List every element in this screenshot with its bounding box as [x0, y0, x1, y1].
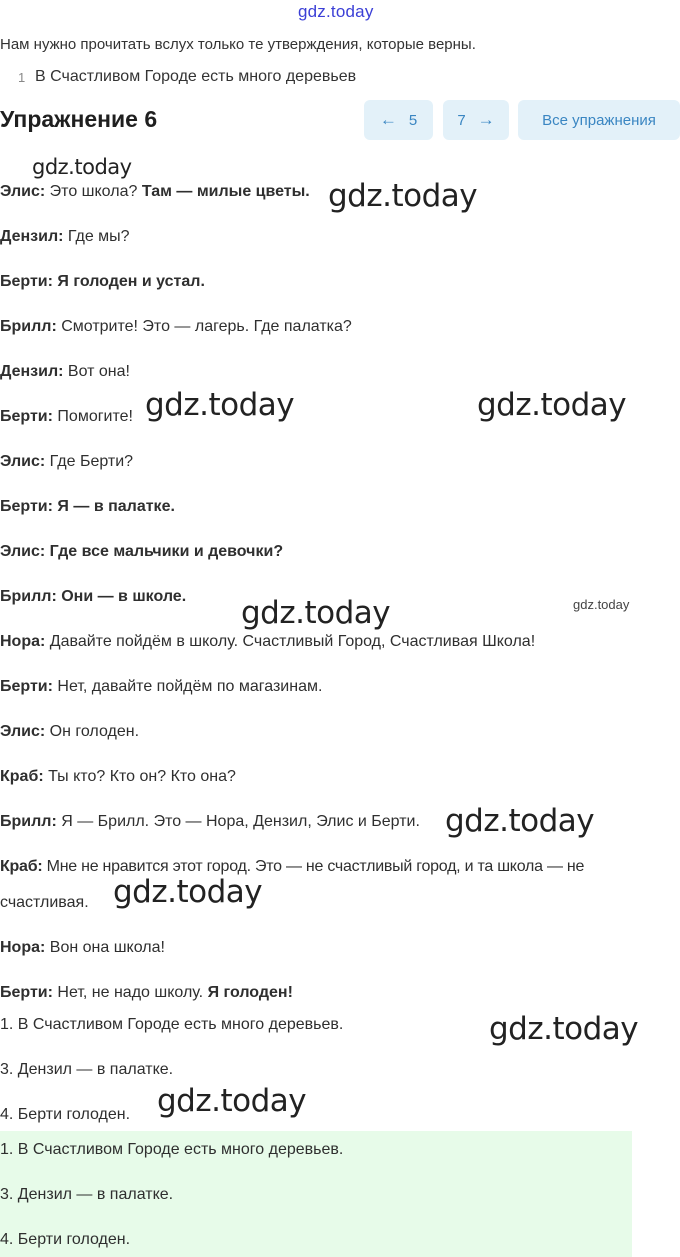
all-exercises-label: Все упражнения: [542, 111, 656, 129]
dialogue-line: Дензил: Где мы?: [0, 228, 130, 245]
dialogue-line: Элис: Где Берти?: [0, 453, 134, 470]
all-exercises-button[interactable]: [518, 100, 680, 140]
arrow-right-icon: →: [477, 110, 495, 129]
top-watermark: gdz.today: [298, 2, 374, 21]
clipped-list-item: [0, 60, 680, 84]
dialogue-line: Элис: Где все мальчики и девочки?: [0, 543, 284, 560]
dialogue-line: Берти: Я голоден и устал.: [0, 273, 205, 290]
watermark: gdz.today: [477, 387, 627, 423]
list-text: В Счастливом Городе есть много деревьев: [35, 68, 357, 84]
dialogue-line: Берти: Я — в палатке.: [0, 498, 175, 515]
watermark: gdz.today: [157, 1083, 307, 1119]
dialogue-line: Брилл: Смотрите! Это — лагерь. Где палатка?: [0, 318, 352, 335]
dialogue-line: Нора: Вон она школа!: [0, 939, 165, 956]
watermark: gdz.today: [32, 155, 132, 179]
exercise-title: Упражнение 6: [0, 106, 158, 132]
watermark: gdz.today: [573, 597, 630, 612]
statement-item: 3. Дензил — в палатке.: [0, 1061, 174, 1078]
dialogue-line: Берти: Нет, не надо школу. Я голоден!: [0, 984, 293, 1001]
arrow-left-icon: ←: [379, 110, 397, 129]
dialogue-line: Элис: Он голоден.: [0, 723, 140, 740]
watermark: gdz.today: [445, 803, 595, 839]
dialogue-line-continuation: счастливая.: [0, 894, 89, 911]
watermark: gdz.today: [113, 874, 263, 910]
dialogue-line: Элис: Это школа? Там — милые цветы.: [0, 183, 310, 200]
intro-text: Нам нужно прочитать вслух только те утверждения, которые верны.: [0, 36, 476, 53]
next-exercise-button[interactable]: [443, 100, 509, 140]
dialogue-line: Берти: Нет, давайте пойдём по магазинам.: [0, 678, 323, 695]
prev-exercise-label: 5: [408, 111, 418, 129]
dialogue-line: Дензил: Вот она!: [0, 363, 130, 380]
answer-item: 3. Дензил — в палатке.: [0, 1186, 174, 1203]
dialogue-line: Краб: Мне не нравится этот город. Это — не счастливый город, и та школа — не: [0, 858, 585, 875]
statement-item: 1. В Счастливом Городе есть много деревьев.: [0, 1016, 344, 1033]
statement-item: 4. Берти голоден.: [0, 1106, 131, 1123]
prev-exercise-button[interactable]: [364, 100, 433, 140]
answer-item: 1. В Счастливом Городе есть много деревьев.: [0, 1141, 344, 1158]
watermark: gdz.today: [241, 595, 391, 631]
dialogue-line: Краб: Ты кто? Кто он? Кто она?: [0, 768, 236, 785]
watermark: gdz.today: [145, 387, 295, 423]
next-exercise-label: 7: [457, 111, 466, 129]
dialogue-line: Брилл: Они — в школе.: [0, 588, 187, 605]
dialogue-line: Берти: Помогите!: [0, 408, 133, 425]
list-number: 1: [18, 70, 26, 84]
dialogue-line: Брилл: Я — Брилл. Это — Нора, Дензил, Элис и Берти.: [0, 813, 420, 830]
watermark: gdz.today: [328, 178, 478, 214]
answer-item: 4. Берти голоден.: [0, 1231, 131, 1248]
dialogue-line: Нора: Давайте пойдём в школу. Счастливый Город, Счастливая Школа!: [0, 633, 536, 650]
watermark: gdz.today: [489, 1011, 639, 1047]
